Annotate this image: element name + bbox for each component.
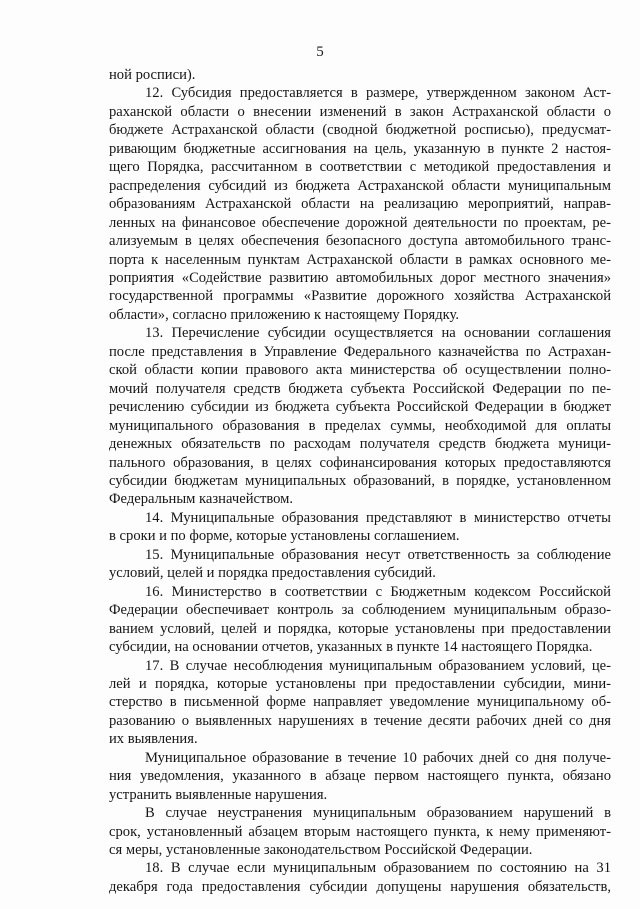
text-line: щего Порядка, рассчитанном в соответствии с методикой предоставления и (109, 159, 611, 176)
document-body (109, 66, 611, 896)
text-line: 17. В случае несоблюдения муниципальным образованием условий, це- (145, 657, 611, 674)
text-line: государственной программы «Развитие дорожного хозяйства Астраханской (109, 288, 611, 305)
text-line: субсидии бюджетам муниципальных образований, в порядке, установленном (109, 472, 611, 489)
text-line: декабря года предоставления субсидии допущены нарушения обязательств, (109, 878, 611, 895)
text-line: В случае неустранения муниципальным образованием нарушений в (145, 805, 611, 822)
text-line: мочий получателя средств бюджета субъекта Российской Федерации по пе- (109, 380, 611, 397)
text-line: ской области копии правового акта министерства об осуществлении полно- (109, 362, 611, 379)
text-line: субсидии, на основании отчетов, указанных в пункте 14 настоящего Порядка. (109, 639, 593, 656)
text-line: стерство в письменной форме направляет уведомление муниципальному об- (109, 694, 611, 711)
text-line: 16. Министерство в соответствии с Бюджетным кодексом Российской (145, 583, 611, 600)
text-line: пального образования, в целях софинансирования которых предоставляются (109, 454, 611, 471)
text-line: устранить выявленные нарушения. (109, 786, 328, 803)
text-line: в сроки и по форме, которые установлены соглашением. (109, 528, 460, 545)
text-line: срок, установленный абзацем вторым настоящего пункта, к нему применяют- (109, 823, 611, 840)
text-line: ся меры, установленные законодательством Российской Федерации. (109, 842, 533, 859)
text-line: Муниципальное образование в течение 10 рабочих дней со дня получе- (145, 749, 611, 766)
text-line: денежных обязательств по расходам получателя средств бюджета муници- (109, 436, 611, 453)
text-line: ванием условий, целей и порядка, которые установлены при предоставлении (109, 620, 611, 637)
text-line: ривающим бюджетные ассигнования на цель, указанную в пункте 2 настоя- (109, 140, 611, 157)
text-line: ния уведомления, указанного в абзаце первом настоящего пункта, обязано (109, 768, 611, 785)
text-line: ной росписи). (109, 67, 196, 83)
text-line: 14. Муниципальные образования представляют в министерство отчеты (145, 509, 611, 526)
text-line: роприятия «Содействие развитию автомобильных дорог местного значения» (109, 269, 611, 286)
text-line: ленных на финансовое обеспечение дорожной деятельности по проектам, ре- (109, 214, 611, 231)
text-line: Федеральным казначейством. (109, 491, 294, 508)
text-line: раханской области о внесении изменений в закон Астраханской области о (109, 103, 611, 120)
text-line: порта к населенным пунктам Астраханской области в рамках основного ме- (109, 251, 611, 268)
text-line: Федерации обеспечивает контроль за соблюдением муниципальным образо- (109, 602, 611, 619)
text-line: 13. Перечисление субсидии осуществляется на основании соглашения (145, 325, 611, 342)
text-line: речислению субсидии из бюджета субъекта Российской Федерации в бюджет (109, 399, 611, 416)
text-line: после представления в Управление Федерального казначейства по Астрахан- (109, 343, 611, 360)
page-number: 5 (316, 44, 324, 60)
text-line: разованию о выявленных нарушениях в течение десяти рабочих дней со дня (109, 712, 611, 729)
text-line: их выявления. (109, 731, 198, 748)
text-line: муниципального образования в пределах суммы, необходимой для оплаты (109, 417, 611, 434)
text-line: распределения субсидий из бюджета Астраханской области муниципальным (109, 177, 611, 194)
text-line: ализуемым в целях обеспечения безопасного доступа автомобильного транс- (109, 233, 611, 250)
text-line: 18. В случае если муниципальным образованием по состоянию на 31 (145, 860, 611, 877)
text-line: бюджете Астраханской области (сводной бюджетной росписью), предусмат- (109, 122, 611, 139)
text-line: области», согласно приложению к настоящему Порядку. (109, 306, 460, 323)
text-line: 12. Субсидия предоставляется в размере, утвержденном законом Аст- (145, 85, 611, 102)
text-line: образованиям Астраханской области на реализацию мероприятий, направ- (109, 196, 611, 213)
text-line: 15. Муниципальные образования несут ответственность за соблюдение (145, 546, 611, 563)
text-line: условий, целей и порядка предоставления субсидий. (109, 565, 436, 582)
text-line: лей и порядка, которые установлены при предоставлении субсидии, мини- (109, 675, 611, 692)
